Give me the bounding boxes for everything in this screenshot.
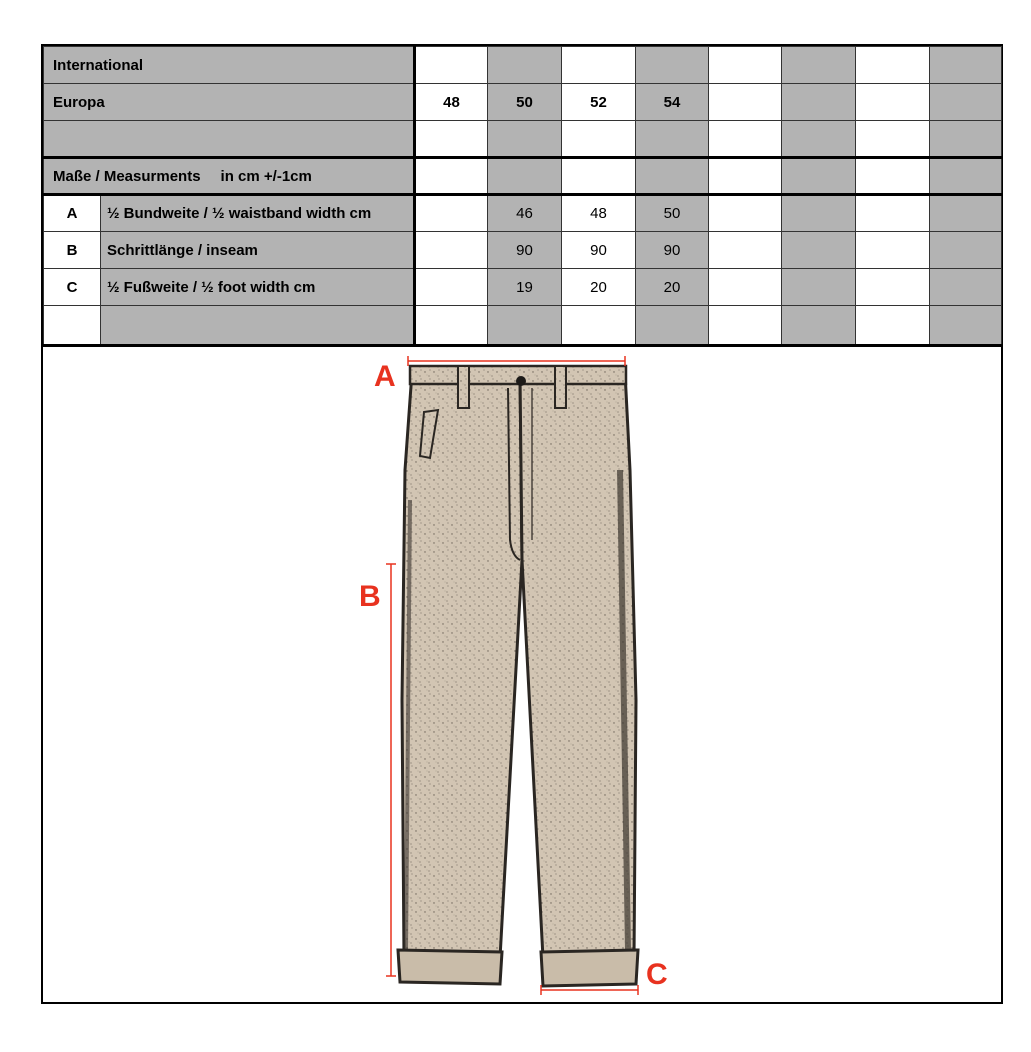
measurement-letter: A	[44, 195, 101, 232]
right-leg	[520, 372, 636, 958]
waist-button	[516, 376, 526, 386]
europa-label: Europa	[44, 84, 415, 121]
value-cell: 20	[636, 269, 709, 306]
measurement-letter: B	[44, 232, 101, 269]
value-cell: 19	[488, 269, 562, 306]
value-cell: 48	[562, 195, 636, 232]
measurement-label: Schrittlänge / inseam	[101, 232, 415, 269]
left-leg	[402, 372, 522, 958]
size-cell: 50	[488, 84, 562, 121]
size-cell: 54	[636, 84, 709, 121]
value-cell: 50	[636, 195, 709, 232]
measurement-label: ½ Bundweite / ½ waistband width cm	[101, 195, 415, 232]
measurements-title: Maße / Measurments	[53, 167, 201, 185]
marker-c: C	[646, 958, 668, 991]
belt-loop	[555, 366, 566, 408]
international-label: International	[44, 47, 415, 84]
unit-note: in cm +/-1cm	[220, 167, 312, 185]
value-cell: 90	[488, 232, 562, 269]
measurement-letter: C	[44, 269, 101, 306]
value-cell: 90	[562, 232, 636, 269]
measurement-label: ½ Fußweite / ½ foot width cm	[101, 269, 415, 306]
marker-b: B	[359, 580, 381, 613]
value-cell: 46	[488, 195, 562, 232]
belt-loop	[458, 366, 469, 408]
size-cell: 52	[562, 84, 636, 121]
left-cuff	[398, 950, 502, 984]
marker-a: A	[374, 360, 396, 393]
size-cell: 48	[415, 84, 488, 121]
value-cell: 90	[636, 232, 709, 269]
right-cuff	[541, 950, 638, 986]
value-cell: 20	[562, 269, 636, 306]
